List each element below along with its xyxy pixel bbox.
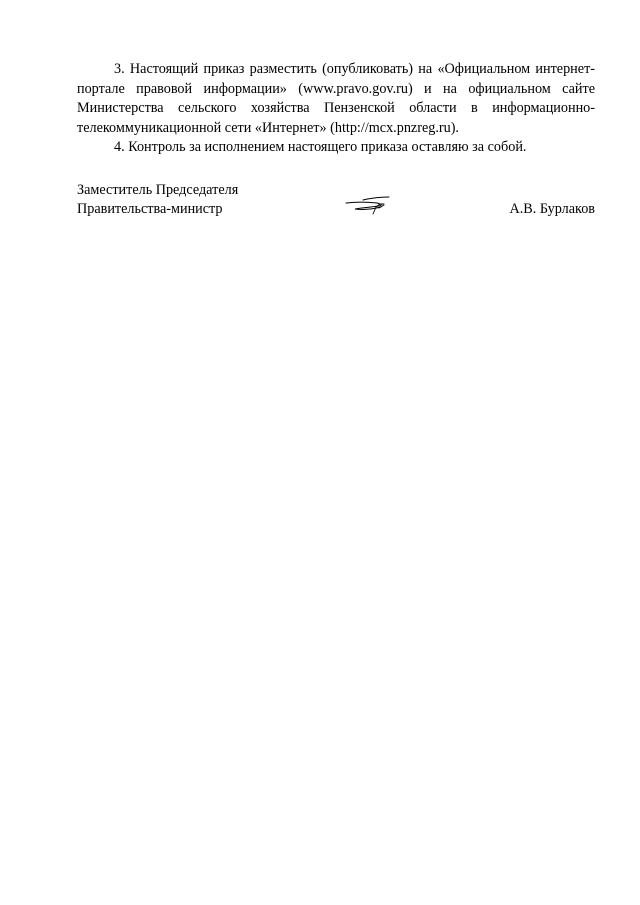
signatory-position-line1: Заместитель Председателя — [77, 182, 239, 198]
handwritten-signature-image — [343, 194, 395, 216]
paragraph-publication: 3. Настоящий приказ разместить (опубликовать) на «Официальном интернет-портале правовой информации» (www.pravo.gov.ru) и на официальном сайте Министерства сельского хозяйства Пензенской области в информационно-телекоммуникационной сети «Интернет» (http://mcx.pnzreg.ru). — [77, 61, 595, 136]
document-body — [77, 60, 595, 158]
paragraph-control: 4. Контроль за исполнением настоящего приказа оставляю за собой. — [114, 139, 527, 155]
signature-block — [77, 181, 595, 221]
signatory-position-line2: Правительства-министр — [77, 201, 223, 217]
signatory-name: А.В. Бурлаков — [509, 201, 595, 217]
